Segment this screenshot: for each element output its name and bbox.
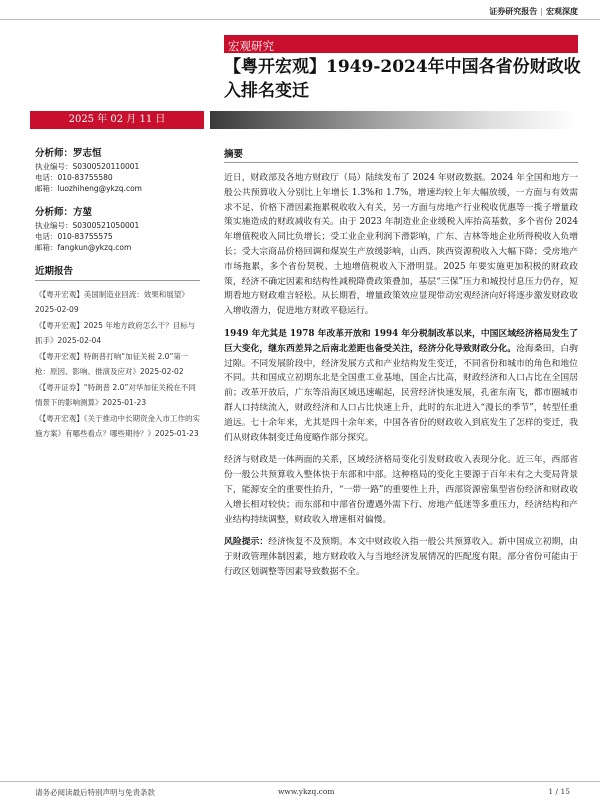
analyst-cert: 执业编号：S0300521050001 xyxy=(35,221,140,230)
header-separator: | xyxy=(540,7,543,16)
header-divider xyxy=(0,19,600,20)
analyst-block xyxy=(35,204,200,253)
header-right: 宏观深度 xyxy=(546,7,578,16)
paragraph-body: 沧海桑田，白驹过隙。不同发展阶段中，经济发展方式和产业结构发生变迁，不同省份和城市的角色和地位不同。共和国成立初期东北是全国重工业基地，国企占比高，财政经济和人口占比在全国居前；改革开放后，广东等沿海区域迅速崛起，民营经济快速发展，孔雀东南飞，都市圈城市群人口持续流入，财政经济和人口占比快速上升，此时的东北进入“漫长的季节”，转型任重道远。七十余年来，尤其是四十余年来，中国各省份的财政收入到底发生了怎样的变迁，我们从财政体制变迁角度略作部分探究。 xyxy=(224,343,578,443)
footer-divider xyxy=(0,781,600,782)
abstract-section xyxy=(224,146,578,580)
analyst-name: 分析师：罗志恒 xyxy=(35,148,102,159)
analyst-name: 分析师：方堃 xyxy=(35,207,93,218)
analyst-cert: 执业编号：S0300520110001 xyxy=(35,162,140,171)
report-title: 【粤开宏观】1949-2024年中国各省份财政收入排名变迁 xyxy=(224,57,581,101)
gradient-divider xyxy=(210,111,578,129)
recent-report-link[interactable]: 《【粤开宏观】特朗普打响“加征关税 2.0”第一枪：原因、影响、推演及应对》2025-02-02 xyxy=(35,352,189,376)
recent-report-link[interactable]: 《【粤开证券】“特朗普 2.0”对华加征关税在不同情景下的影响测算》2025-01-23 xyxy=(35,383,196,407)
recent-report-link[interactable]: 《【粤开宏观】美国制造业回流：效果和展望》2025-02-09 xyxy=(35,290,189,314)
abstract-paragraph-1: 近日，财政部及各地方财政厅（局）陆续发布了 2024 年财政数据。2024 年全国和地方一般公共预算收入分别比上年增长 1.3%和 1.7%，增速均较上年大幅放缓，一方面与有效需求不足、价格下滑因素拖累税收收入有关，另一方面与房地产行业税收优惠等一揽子增量政策实施造成的财政减收有关。由于 2023 年制造业企业缓税入库抬高基数，多个省份 2024 年增值税收入同比负增长；受工业企业利润下滑影响，广东、吉林等地企业所得税收入负增长；受大宗商品价格回调和煤炭生产放缓影响，山西、陕西资源税收入大幅下降；受房地产市场拖累，多个省份契税、土地增值税收入下滑明显。2025 年要实施更加积极的财政政策，经济不确定因素和结构性减税降费政策叠加，基层“三保”压力和城投付息压力仍存，短期看地方财政难言轻松。从长期看，增量政策效应显现带动宏观经济向好将逐步激发财政收入增收潜力，促进地方财政平稳运行。 xyxy=(224,173,578,317)
risk-label: 风险提示： xyxy=(224,537,269,548)
recent-report-link[interactable]: 《【粤开宏观】《关于推动中长期资金入市工作的实施方案》有哪些看点？哪些期待？》2025-01-23 xyxy=(35,414,200,438)
analyst-email[interactable]: 邮箱：fangkun@ykzq.com xyxy=(35,243,132,252)
abstract-heading: 摘要 xyxy=(224,146,578,163)
risk-warning xyxy=(224,535,578,579)
analyst-email[interactable]: 邮箱：luozhiheng@ykzq.com xyxy=(35,184,142,193)
analyst-phone: 电话：010-83755575 xyxy=(35,232,113,241)
page-number: 1 / 15 xyxy=(548,787,570,796)
header-left: 证券研究报告 xyxy=(489,7,538,16)
report-type-header xyxy=(489,6,578,17)
paragraph-lead: 1949 年尤其是 1978 年改革开放和 1994 年分税制改革以来，中国区域经济格局发生了巨大变化，继东西差异之后南北差距也备受关注，经济分化导致财政分化。 xyxy=(224,328,578,354)
footer-disclaimer[interactable]: 请务必阅读最后特别声明与免责条款 xyxy=(35,788,155,797)
sidebar xyxy=(35,145,200,442)
report-date: 2025 年 02 月 11 日 xyxy=(30,111,204,129)
analyst-block xyxy=(35,145,200,194)
recent-report-link[interactable]: 《【粤开宏观】2025 年地方政府怎么干？目标与抓手》2025-02-04 xyxy=(35,321,196,345)
footer-website[interactable]: www.ykzq.com xyxy=(278,787,335,796)
recent-reports-heading: 近期报告 xyxy=(35,263,200,281)
category-label: 宏观研究 xyxy=(228,39,274,53)
abstract-paragraph-3: 经济与财政是一体两面的关系，区域经济格局变化引发财政收入表现分化。近三年，西部省份一般公共预算收入整体快于东部和中部。这种格局的变化主要源于百年未有之大变局背景下，能源安全的重要性抬升，“一带一路”的重要性上升，西部资源密集型省份经济和财政收入增长相对较快；而东部和中部省份遭遇外需下行、房地产低迷等多重压力，经济结构和产业结构持续调整，财政收入增速相对偏慢。 xyxy=(224,455,578,525)
category-banner xyxy=(224,35,578,53)
abstract-paragraph-2 xyxy=(224,327,578,445)
analyst-phone: 电话：010-83755580 xyxy=(35,173,113,182)
risk-text: 经济恢复不及预期。本文中财政收入指一般公共预算收入。新中国成立初期，由于财政管理体制因素，地方财政收入与当地经济发展情况的匹配度有限。部分省份可能由于行政区划调整等因素导致数据不全。 xyxy=(224,537,578,577)
